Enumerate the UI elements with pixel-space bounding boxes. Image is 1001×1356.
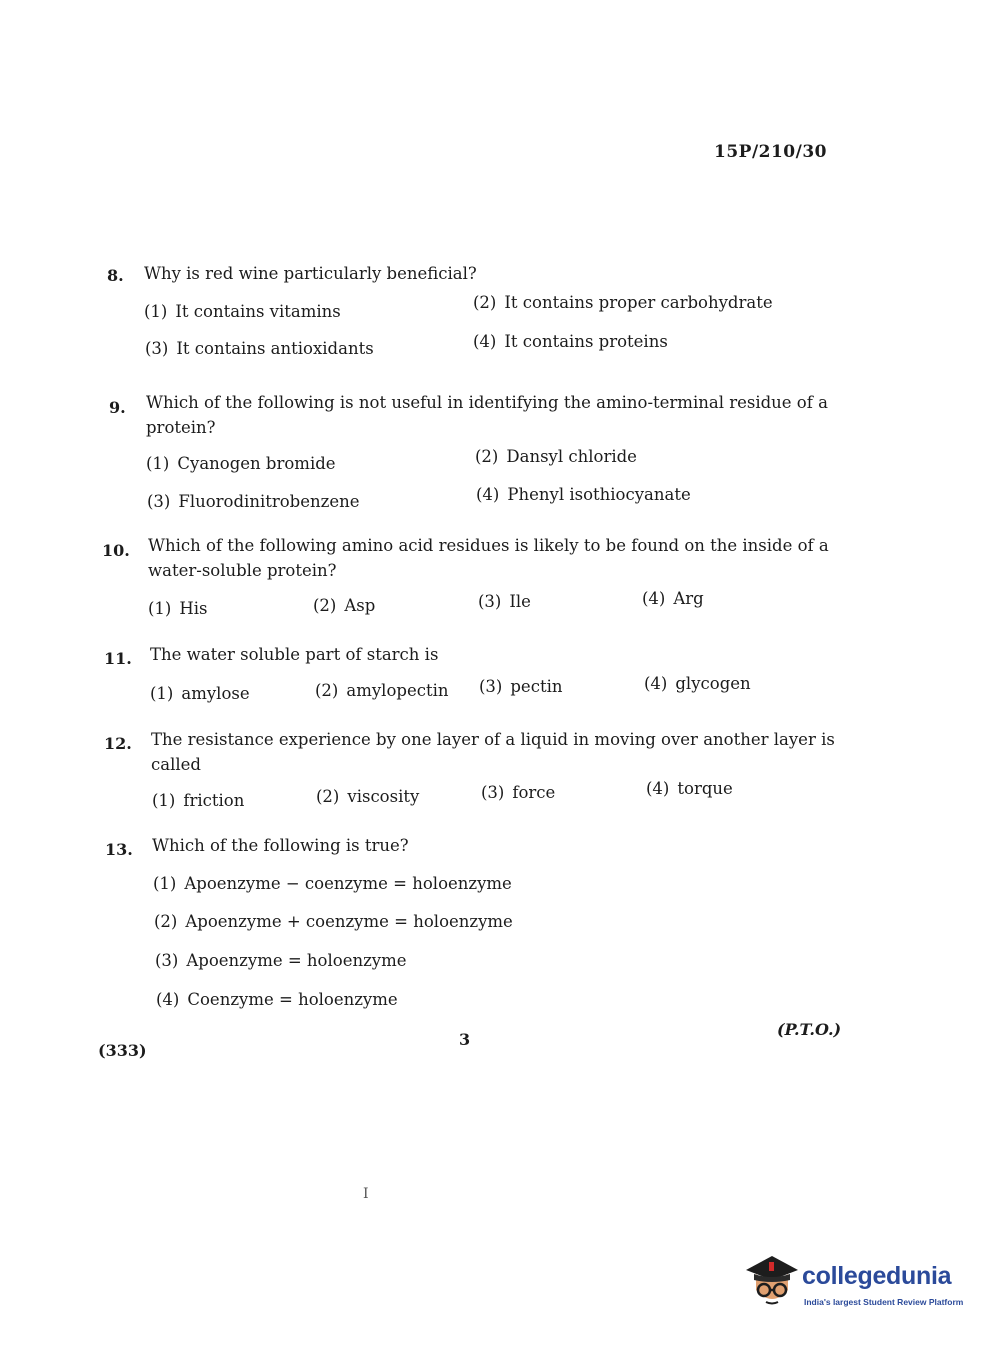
option: (2) Dansyl chloride (475, 447, 637, 466)
page-number: 3 (459, 1030, 471, 1049)
option: (1) friction (152, 791, 245, 810)
logo-tagline: India's largest Student Review Platform (804, 1297, 964, 1307)
option: (4) glycogen (644, 674, 751, 693)
collegedunia-logo (742, 1248, 972, 1318)
option: (2) Apoenzyme + coenzyme = holoenzyme (154, 912, 513, 931)
question-text: Which of the following is true? (152, 836, 409, 855)
question-text: Why is red wine particularly beneficial? (144, 264, 477, 283)
question-text: The water soluble part of starch is (150, 645, 439, 664)
option: (3) force (481, 783, 556, 802)
paper-series-code: (333) (98, 1041, 147, 1060)
logo-brand-text: collegedunia (802, 1262, 952, 1290)
option: (2) amylopectin (315, 681, 449, 700)
option: (4) torque (646, 779, 733, 798)
option: (2) viscosity (316, 787, 420, 806)
option: (3) Ile (478, 592, 531, 611)
option: (4) Phenyl isothiocyanate (476, 485, 691, 504)
option: (3) pectin (479, 677, 563, 696)
question-number: 10. (102, 541, 130, 560)
paper-code: 15P/210/30 (714, 142, 828, 162)
option: (1) amylose (150, 684, 250, 703)
question-text: Which of the following is not useful in identifying the amino-terminal residue of a protein? (146, 393, 828, 437)
question-number: 13. (105, 840, 133, 859)
option: (2) Asp (313, 596, 376, 615)
question-text: Which of the following amino acid residues is likely to be found on the inside of a water-soluble protein? (148, 536, 829, 580)
option: (1) His (148, 599, 208, 618)
please-turn-over: (P.T.O.) (777, 1020, 842, 1039)
option: (4) Coenzyme = holoenzyme (156, 990, 398, 1009)
option: (4) It contains proteins (473, 332, 668, 351)
option: (3) It contains antioxidants (145, 339, 374, 358)
option: (2) It contains proper carbohydrate (473, 293, 773, 312)
question-number: 9. (109, 398, 126, 417)
option: (1) Cyanogen bromide (146, 454, 336, 473)
option: (1) Apoenzyme − coenzyme = holoenzyme (153, 874, 512, 893)
question-number: 11. (104, 649, 132, 668)
option: (3) Fluorodinitrobenzene (147, 492, 360, 511)
option: (4) Arg (642, 589, 704, 608)
question-text: The resistance experience by one layer of a liquid in moving over another layer is called (151, 730, 835, 774)
mascot-icon (742, 1250, 802, 1312)
option: (3) Apoenzyme = holoenzyme (155, 951, 407, 970)
question-number: 8. (107, 266, 124, 285)
question-number: 12. (104, 734, 132, 753)
option: (1) It contains vitamins (144, 302, 341, 321)
stray-mark: I (363, 1186, 369, 1202)
